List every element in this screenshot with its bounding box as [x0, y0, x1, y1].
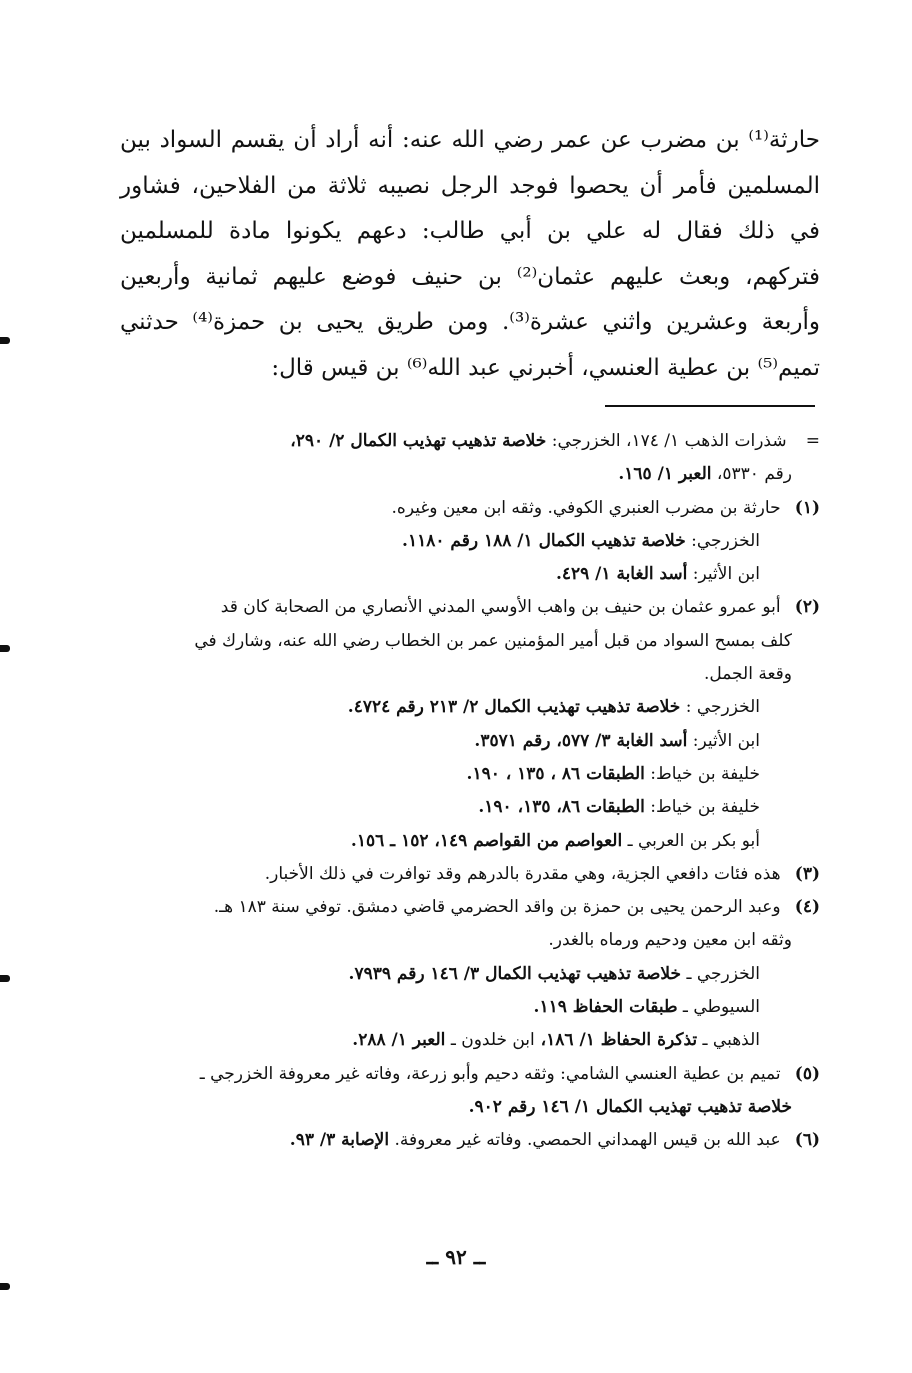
footnote-separator	[605, 405, 815, 407]
footnote-number: (٤)	[794, 897, 820, 918]
footnote-4-ref: الخزرجي ـ خلاصة تذهيب تهذيب الكمال ٣/ ١٤٦ رقم ٧٩٣٩.	[348, 963, 760, 984]
footnote-2-ref: الخزرجي : خلاصة تذهيب تهذيب الكمال ٢/ ٢١٣ رقم ٤٧٢٤.	[347, 697, 760, 718]
footnote-number: (١)	[794, 497, 820, 518]
main-text	[120, 118, 820, 391]
footnote-2: (٢) أبو عمرو عثمان بن حنيف بن واهب الأوسي المدني الأنصاري من الصحابة كان قد	[112, 591, 820, 624]
footnote-2-ref: خليفة بن خياط: الطبقات ٨٦، ١٣٥، ١٩٠.	[478, 797, 760, 818]
footnote-number: (٢)	[794, 597, 820, 618]
margin-mark	[0, 1283, 10, 1290]
footnote-2-ref: خليفة بن خياط: الطبقات ٨٦ ، ١٣٥ ، ١٩٠.	[466, 763, 760, 784]
footnote-4: (٤) وعبد الرحمن يحيى بن حمزة بن واقد الحضرمي قاضي دمشق. توفي سنة ١٨٣ هـ.	[112, 891, 820, 924]
footnote-number: (٣)	[794, 863, 820, 884]
footnote-continuation-line: = شذرات الذهب ١/ ١٧٤، الخزرجي: خلاصة تذهيب تهذيب الكمال ٢/ ٢٩٠،	[112, 425, 820, 458]
footnote-1-ref: ابن الأثير: أسد الغابة ١/ ٤٢٩.	[555, 564, 760, 585]
continuation-marker: =	[805, 431, 820, 451]
footnote-2-ref: أبو بكر بن العربي ـ العواصم من القواصم ١٤٩، ١٥٢ ـ ١٥٦.	[350, 830, 760, 851]
main-line: تميم⁽⁵⁾ بن عطية العنسي، أخبرني عبد الله⁽⁶⁾ بن قيس قال:	[271, 354, 820, 381]
footnote-number: (٦)	[794, 1130, 820, 1151]
main-line: في ذلك فقال له علي بن أبي طالب: دعهم يكونوا مادة للمسلمين	[120, 218, 820, 244]
footnote-4-ref: السيوطي ـ طبقات الحفاظ ١١٩.	[533, 997, 760, 1018]
page-number: ــ ٩٢ ــ	[426, 1245, 486, 1269]
footnote-1-ref: الخزرجي: خلاصة تذهيب الكمال ١/ ١٨٨ رقم ١١٨٠.	[402, 530, 760, 551]
footnote-4-ref: الذهبي ـ تذكرة الحفاظ ١/ ١٨٦، ابن خلدون ـ العبر ١/ ٢٨٨.	[352, 1030, 760, 1051]
margin-mark	[0, 975, 10, 982]
footnote-2-ref: ابن الأثير: أسد الغابة ٣/ ٥٧٧، رقم ٣٥٧١.	[474, 730, 760, 751]
footnote-1: (١) حارثة بن مضرب العنبري الكوفي. وثقه ابن معين وغيره.	[112, 492, 820, 525]
footnote-number: (٥)	[794, 1063, 820, 1084]
margin-mark	[0, 337, 10, 344]
footnote-continuation-line: رقم ٥٣٣٠، العبر ١/ ١٦٥.	[618, 464, 792, 485]
footnote-4-line: وثقه ابن معين ودحيم ورماه بالغدر.	[548, 930, 792, 951]
footnote-3: (٣) هذه فئات دافعي الجزية، وهي مقدرة بالدرهم وقد توافرت في ذلك الأخبار.	[112, 858, 820, 891]
footnote-2-line: كلف بمسح السواد من قبل أمير المؤمنين عمر بن الخطاب رضي الله عنه، وشارك في	[194, 630, 792, 651]
footnote-5: (٥) تميم بن عطية العنسي الشامي: وثقه دحيم وأبو زرعة، وفاته غير معروفة الخزرجي ـ	[112, 1058, 820, 1091]
footnote-6: (٦) عبد الله بن قيس الهمداني الحمصي. وفاته غير معروفة. الإصابة ٣/ ٩٣.	[112, 1124, 820, 1157]
main-line: المسلمين فأمر أن يحصوا فوجد الرجل نصيبه ثلاثة من الفلاحين، فشاور	[120, 172, 820, 199]
main-line: فتركهم، وبعث عليهم عثمان⁽²⁾ بن حنيف فوضع عليهم ثمانية وأربعين	[120, 263, 820, 290]
main-line: وأربعة وعشرين واثني عشرة⁽³⁾. ومن طريق يحيى بن حمزة⁽⁴⁾ حدثني	[120, 309, 821, 335]
margin-mark	[0, 645, 10, 652]
footnotes	[112, 425, 820, 1158]
footnote-2-line: وقعة الجمل.	[703, 664, 792, 685]
footnote-5-ref: خلاصة تذهيب تهذيب الكمال ١/ ١٤٦ رقم ٩٠٢.	[468, 1096, 792, 1117]
main-line: حارثة⁽¹⁾ بن مضرب عن عمر رضي الله عنه: أنه أراد أن يقسم السواد بين	[120, 127, 820, 153]
